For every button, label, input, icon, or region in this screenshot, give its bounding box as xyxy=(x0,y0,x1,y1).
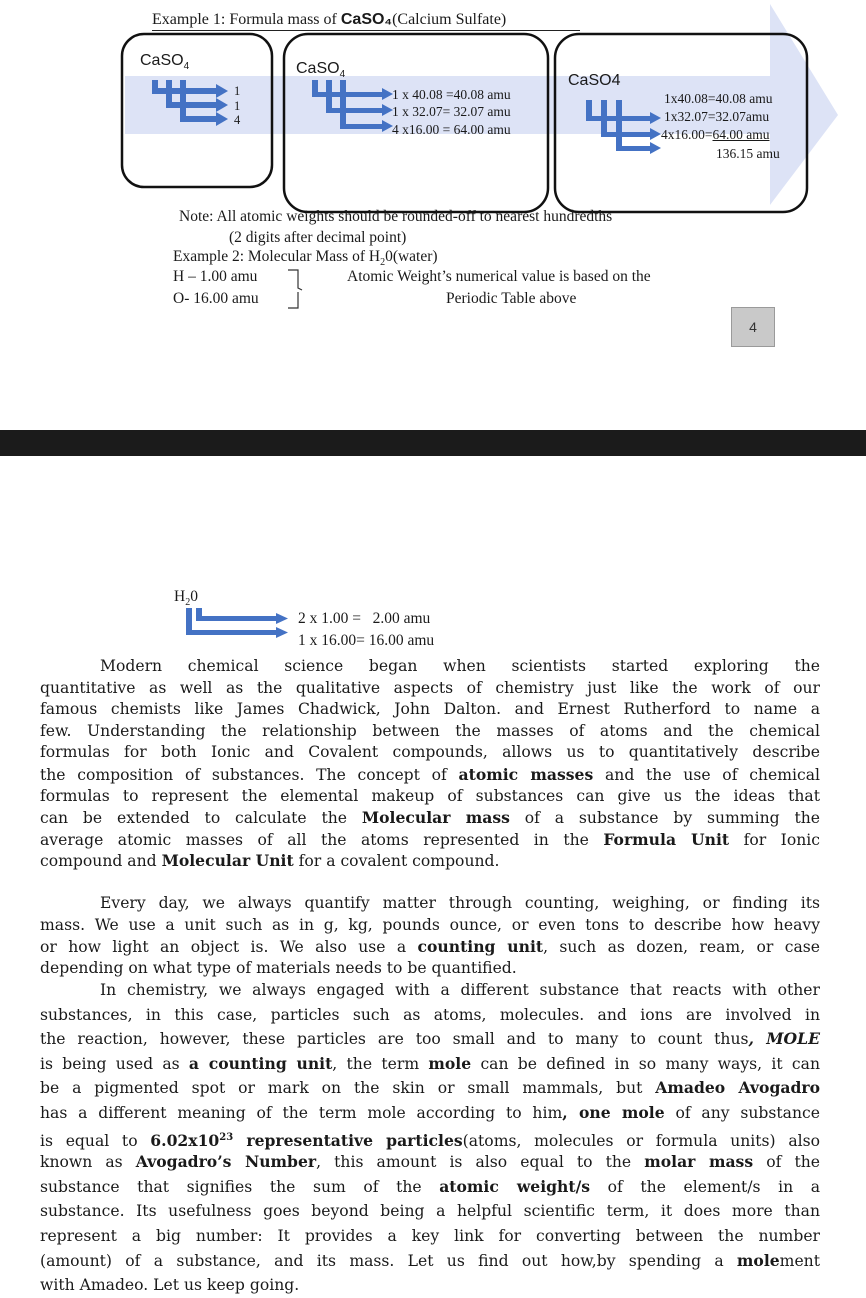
water-line-2: 1 x 16.00= 16.00 amu xyxy=(298,632,435,649)
example2-note-2: Periodic Table above xyxy=(446,290,577,307)
box-2-formula: CaSO$_4$ xyxy=(296,60,346,81)
page-divider xyxy=(0,430,866,456)
water-arrows xyxy=(180,606,292,646)
page-number-badge: 4 xyxy=(731,307,775,347)
box-3-line-s: 1x32.07=32.07amu xyxy=(664,109,770,124)
title-formula: CaSO₄ xyxy=(340,11,393,28)
example1-title: Example 1: Formula mass of CaSO₄(Calcium Sulfate) xyxy=(152,11,507,28)
box-3-line-o: 4x16.00=64.00 amu xyxy=(661,127,770,142)
box-1-count-ca: 1 xyxy=(234,84,241,98)
example2-note-1: Atomic Weight’s numerical value is based on the xyxy=(347,268,651,285)
box-3-total: 136.15 amu xyxy=(716,146,780,161)
note-line-2: (2 digits after decimal point) xyxy=(229,229,407,246)
paragraph-3: In chemistry, we always engaged with a different substance that reacts with other substances, in this case, particles such as atoms, molecules. and ions are involved in the reaction, however, these particles are too small and to many to count thus, MOLE is being used as a counting unit, the term mole can be defined in so many ways, it can be a pigmented spot or mark on the skin or small mammals, but Amadeo Avogadro has a different meaning of the term mole according to him, one mole of any substance is equal to $6.02x10^{23}$ representative particles(atoms, molecules or formula units) also known as Avogadro’s Number, this amount is also equal to the molar mass of the substance that signifies the sum of the atomic weight/s of the element/s in a substance. Its usefulness goes beyond being a helpful scientific term, it does more than represent a big number: It provides a key link for converting between the number (amount) of a substance, and its mass. Let us find out how,by spending a molement with Amadeo. Let us keep going. xyxy=(40,981,821,1295)
box-3-line-ca: 1x40.08=40.08 amu xyxy=(664,91,773,106)
box-2-line-ca: 1 x 40.08 =40.08 amu xyxy=(392,87,511,102)
paragraph-1: Modern chemical science began when scientists started exploring the quantitative as well as the qualitative aspects of chemistry just like the work of our famous chemists like James Chadwick, John Dalton. and Ernest Rutherford to name a few. Understanding the relationship between the masses of atoms and the chemical formulas for both Ionic and Covalent compounds, allows us to quantitatively describe the composition of substances. The concept of atomic masses and the use of chemical formulas to represent the elemental makeup of substances can give us the ideas that can be extended to calculate the Molecular mass of a substance by summing the average atomic masses of all the atoms represented in the Formula Unit for Ionic compound and Molecular Unit for a covalent compound. xyxy=(40,657,820,871)
box-3-formula: CaSO4 xyxy=(568,72,621,89)
water-formula: $H_20$ xyxy=(174,588,198,609)
box-2-line-s: 1 x 32.07= 32.07 amu xyxy=(392,104,511,119)
water-line-1: 2 x 1.00 = 2.00 amu xyxy=(298,610,431,627)
note-line-1: Note: All atomic weights should be rounded-off to nearest hundredths xyxy=(179,208,613,225)
box-2-line-o: 4 x16.00 = 64.00 amu xyxy=(392,122,511,137)
box-1-formula: CaSO$_4$ xyxy=(140,52,190,73)
box-1-count-s: 1 xyxy=(234,99,241,113)
o-weight: O- 16.00 amu xyxy=(173,290,259,307)
box-1-count-o: 4 xyxy=(234,113,241,127)
paragraph-2: Every day, we always quantify matter through counting, weighing, or finding its mass. We use a unit such as in g, kg, pounds ounce, or even tons to describe how heavy or how light an object is. We also use a counting unit, such as dozen, ream, or case depending on what type of materials needs to be quantified. xyxy=(40,894,820,977)
bracket xyxy=(284,266,304,314)
h-weight: H – 1.00 amu xyxy=(173,268,258,285)
example2-title: Example 2: Molecular Mass of $H_20(water)$ xyxy=(173,248,438,269)
